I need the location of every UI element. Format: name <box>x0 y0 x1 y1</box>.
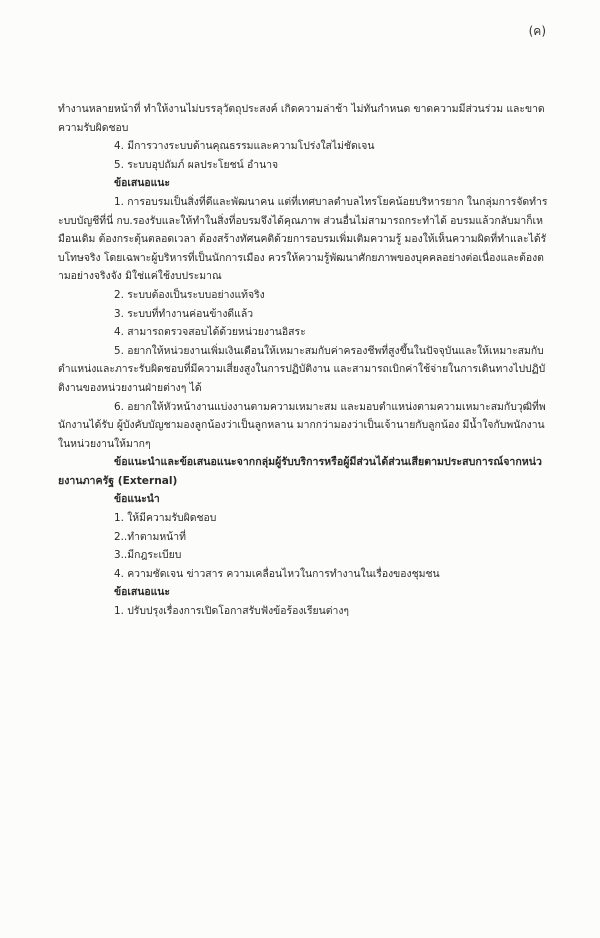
external-section-heading: ข้อแนะนำและข้อเสนอแนะจากกลุ่มผู้รับบริการหรือผู้มีส่วนได้ส่วนเสียตามประสบการณ์จากหน่วยงานภาครัฐ (External) <box>58 456 542 487</box>
suggestion-item-3: 3. ระบบที่ทำงานค่อนข้างดีแล้ว <box>114 307 254 320</box>
section-heading-suggestions: ข้อเสนอแนะ <box>114 177 170 190</box>
suggestion-item-6: 6. อยากให้หัวหน้างานแบ่งงานตามความเหมาะสม และมอบตำแหน่งตามความเหมาะสมกับวุฒิที่พนักงานได้รับ ผู้บังคับบัญชามองลูกน้องว่าเป็นลูกหลาน มากกว่ามองว่าเป็นเจ้านายกับลูกน้อง มีน้ำใจกับพนักงานในหน่วยงานให้มากๆ <box>58 400 546 450</box>
suggestion-item-5: 5. อยากให้หน่วยงานเพิ่มเงินเดือนให้เหมาะสมกับค่าครองชีพที่สูงขึ้นในปัจจุบันและให้เหมาะสมกับตำแหน่งและภาระรับผิดชอบที่มีความเสี่ยงสูงในการปฏิบัติงาน และสามารถเบิกค่าใช้จ่ายในการเดินทางไปปฏิบัติงานของหน่วยงานฝ่ายต่างๆ ได้ <box>58 344 546 394</box>
advice-item-4: 4. ความชัดเจน ข่าวสาร ความเคลื่อนไหวในการทำงานในเรื่องของชุมชน <box>114 567 440 580</box>
external-suggestion-item-1: 1. ปรับปรุงเรื่องการเปิดโอกาสรับฟังข้อร้องเรียนต่างๆ <box>114 605 349 618</box>
page-number: (ค) <box>528 24 546 38</box>
suggestion-item-2: 2. ระบบต้องเป็นระบบอย่างแท้จริง <box>114 288 265 301</box>
document-body <box>58 100 548 621</box>
section-heading-advice: ข้อแนะนำ <box>114 493 160 506</box>
problem-item-4: 4. มีการวางระบบด้านคุณธรรมและความโปร่งใสไม่ชัดเจน <box>114 140 375 153</box>
advice-item-3: 3..มีกฎระเบียบ <box>114 549 182 562</box>
paragraph-continuation: ทำงานหลายหน้าที่ ทำให้งานไม่บรรลุวัตถุประสงค์ เกิดความล่าช้า ไม่ทันกำหนด ขาดความมีส่วนร่วม และขาดความรับผิดชอบ <box>58 103 545 134</box>
problem-item-5: 5. ระบบอุปถัมภ์ ผลประโยชน์ อำนาจ <box>114 158 279 171</box>
advice-item-1: 1. ให้มีความรับผิดชอบ <box>114 512 217 525</box>
suggestion-item-1: 1. การอบรมเป็นสิ่งที่ดีและพัฒนาคน แต่ที่เทศบาลตำบลไทรโยคน้อยบริหารยาก ในกลุ่มการจัดทำระบบบัญชีที่นี่ กบ.รองรับและให้ทำในสิ่งที่อบรมจึงได้คุณภาพ ส่วนอื่นไม่สามารถกระทำได้ อบรมแล้วกลับมาก็เหมือนเดิม ต้องกระตุ้นตลอดเวลา ต้องสร้างทัศนคติด้วยการอบรมเพิ่มเติมความรู้ มองให้เห็นความผิดที่ทำและได้รับโทษจริง โดยเฉพาะผู้บริหารที่เป็นนักการเมือง ควรให้ความรู้พัฒนาศักยภาพของบุคคลอย่างต่อเนื่องและต้องตามอย่างจริงจัง มิใช่แค่ใช้งบประมาณ <box>58 195 548 283</box>
advice-item-2: 2..ทำตามหน้าที่ <box>114 530 186 543</box>
suggestion-item-4: 4. สามารถตรวจสอบได้ด้วยหน่วยงานอิสระ <box>114 326 306 339</box>
section-heading-suggestions-external: ข้อเสนอแนะ <box>114 586 170 599</box>
